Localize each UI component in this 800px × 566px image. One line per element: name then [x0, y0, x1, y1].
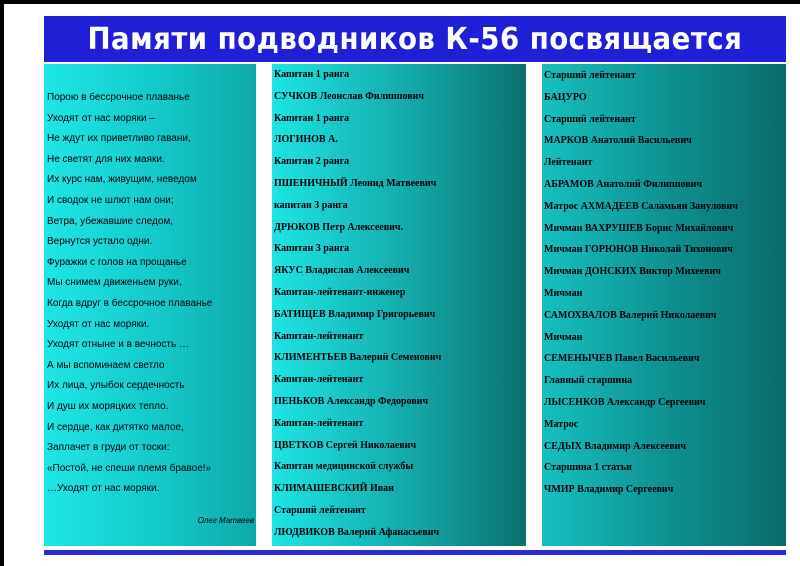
- crew-entry: Мичман: [544, 287, 583, 299]
- poem-line: И душ их моряцких тепло.: [47, 400, 169, 412]
- crew-entry: БАТИЩЕВ Владимир Григорьевич: [274, 308, 436, 320]
- frame-top-border: [0, 0, 800, 4]
- crew-entry: Капитан-лейтенант: [274, 417, 364, 429]
- crew-entry: САМОХВАЛОВ Валерий Николаевич: [544, 309, 717, 321]
- crew-entry: СЕМЕНЫЧЕВ Павел Васильевич: [544, 353, 700, 365]
- frame-left-border: [0, 0, 4, 566]
- crew-entry: Капитан 1 ранга: [274, 112, 350, 124]
- poem-line: «Постой, не спеши племя бравое!»: [47, 462, 212, 474]
- crew-entry: ЛЫСЕНКОВ Александр Сергеевич: [544, 396, 706, 408]
- crew-entry: ЛЮДВИКОВ Валерий Афанасьевич: [274, 526, 440, 538]
- poem-line: И сводок не шлют нам они;: [47, 194, 174, 206]
- crew-entry: СУЧКОВ Леонслав Филиппович: [274, 90, 425, 102]
- crew-entry: Старший лейтенант: [544, 70, 636, 81]
- crew-entry: ЦВЕТКОВ Сергей Николаевич: [274, 439, 417, 451]
- crew-list-officers: [274, 64, 441, 544]
- crew-entry: Старший лейтенант: [274, 504, 366, 516]
- crew-entry: Капитан 1 ранга: [274, 69, 350, 80]
- poem-line: Ветра, убежавшие следом,: [47, 215, 174, 227]
- crew-entry: АБРАМОВ Анатолий Филиппович: [544, 178, 703, 190]
- poem-line: Фуражки с голов на прощанье: [47, 256, 187, 268]
- crew-entry: Капитан-лейтенант: [274, 330, 364, 342]
- title-banner: [44, 16, 786, 62]
- crew-list-others: [544, 65, 738, 501]
- crew-entry: Мичман: [544, 331, 583, 343]
- poem-line: А мы вспоминаем светло: [47, 359, 165, 371]
- crew-entry: Мичман ВАХРУШЕВ Борис Михайлович: [544, 222, 734, 234]
- poem-line: Их лица, улыбок сердечность: [47, 380, 185, 392]
- crew-entry: ДРЮКОВ Петр Алексеевич.: [274, 221, 404, 233]
- crew-entry: Капитан медицинской службы: [274, 461, 414, 473]
- crew-entry: КЛИМАШЕВСКИЙ Иван: [274, 483, 394, 495]
- poem-panel: [44, 64, 256, 546]
- bottom-rule: [44, 550, 786, 555]
- crew-entry: Матрос АХМАДЕЕВ Саламьян Занулович: [544, 200, 738, 212]
- crew-entry: Старшина 1 статьи: [544, 462, 632, 474]
- crew-entry: МАРКОВ Анатолий Васильевич: [544, 135, 692, 147]
- crew-entry: ПШЕНИЧНЫЙ Леонид Матвеевич: [274, 177, 437, 189]
- poem-line: Заплачет в груди от тоски:: [47, 442, 170, 454]
- crew-entry: Лейтенант: [544, 157, 593, 169]
- crew-entry: Капитан-лейтенант: [274, 374, 364, 386]
- poem-line: Вернутся устало одни.: [47, 236, 153, 248]
- crew-entry: ПЕНЬКОВ Александр Федорович: [274, 395, 429, 407]
- crew-entry: ЧМИР Владимир Сергеевич: [544, 484, 674, 496]
- poem-line: Не ждут их приветливо гавани,: [47, 133, 191, 145]
- crew-entry: БАЦУРО: [544, 91, 587, 103]
- crew-entry: Матрос: [544, 418, 579, 430]
- crew-entry: Капитан 3 ранга: [274, 243, 350, 255]
- page-title: Памяти подводников К-56 посвящается: [87, 21, 743, 57]
- poem-line: Уходят отныне и в вечность …: [47, 339, 189, 351]
- crew-entry: Главный старшина: [544, 375, 633, 387]
- poem-line: Их курс нам, живущим, неведом: [47, 174, 197, 186]
- crew-entry: СЕДЫХ Владимир Алексеевич: [544, 440, 687, 452]
- poem-line: Когда вдруг в бессрочное плаванье: [47, 297, 213, 309]
- crew-panel-others: [542, 64, 786, 546]
- poem-author: Олег Матвеев: [197, 516, 254, 525]
- poem-line: Уходят от нас моряки –: [47, 112, 155, 124]
- crew-entry: Капитан-лейтенант-инженер: [274, 286, 406, 298]
- crew-entry: Мичман ДОНСКИХ Виктор Михеевич: [544, 266, 721, 278]
- poem-line: Не светят для них маяки.: [47, 153, 165, 165]
- poem-text: [47, 88, 212, 500]
- poem-line: И сердце, как дитятко малое,: [47, 421, 184, 433]
- poem-line: Порою в бессрочное плаванье: [47, 92, 190, 103]
- crew-panel-officers: [272, 64, 526, 546]
- crew-entry: ЯКУС Владислав Алексеевич: [274, 265, 410, 277]
- crew-entry: Мичман ГОРЮНОВ Николай Тихонович: [544, 244, 733, 256]
- poem-line: Мы снимем движеньем руки,: [47, 277, 182, 289]
- crew-entry: КЛИМЕНТЬЕВ Валерий Семенович: [274, 352, 442, 364]
- poem-line: Уходят от нас моряки.: [47, 318, 150, 330]
- poem-line: …Уходят от нас моряки.: [47, 483, 160, 495]
- crew-entry: Капитан 2 ранга: [274, 156, 350, 168]
- crew-entry: капитан 3 ранга: [274, 199, 348, 211]
- crew-entry: Старший лейтенант: [544, 113, 636, 125]
- crew-entry: ЛОГИНОВ А.: [274, 134, 338, 146]
